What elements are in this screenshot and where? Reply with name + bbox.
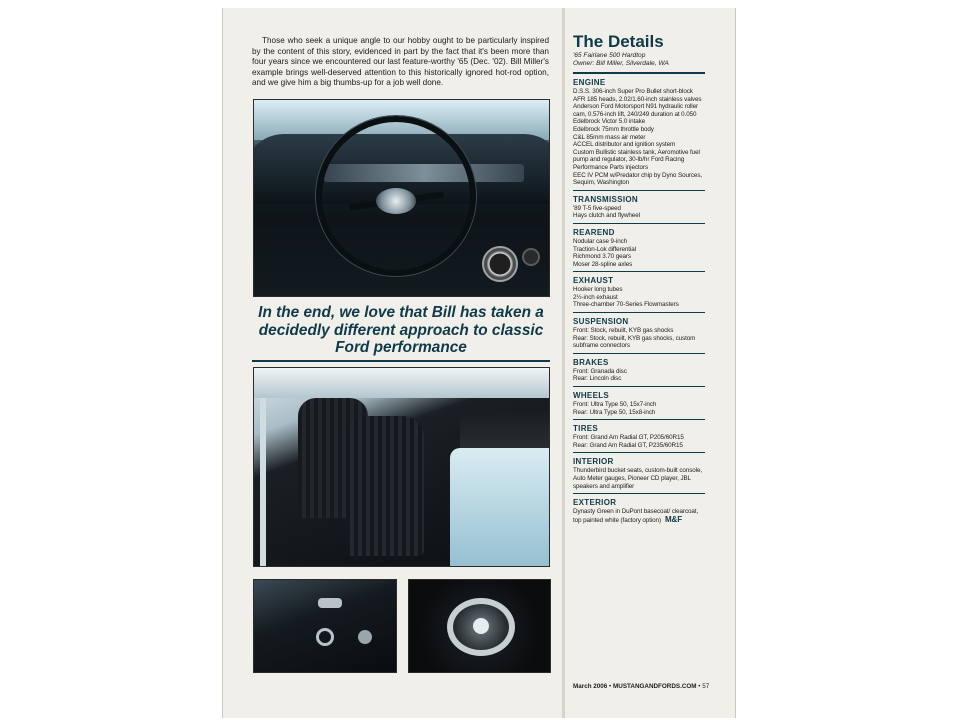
- spec-section-suspension: [573, 317, 705, 354]
- car-model: '65 Fairlane 500 Hardtop: [573, 52, 646, 59]
- spec-section-exterior: [573, 498, 705, 527]
- website: MUSTANGANDFORDS.COM: [613, 683, 697, 690]
- spec-line: Rear: Lincoln disc: [573, 375, 622, 383]
- issue-date: March 2006: [573, 683, 608, 690]
- spec-section-brakes: [573, 358, 705, 387]
- spec-line: Front: Ultra Type 50, 15x7-inch: [573, 401, 657, 409]
- spec-heading: WHEELS: [573, 391, 610, 401]
- spec-heading: EXTERIOR: [573, 498, 617, 508]
- spec-line: Custom Bullistic stainless tank, Aeromotive fuel pump and regulator, 30-lb/hr Ford Racing Performance Parts injectors: [573, 148, 700, 171]
- intro-paragraph: Those who seek a unique angle to our hobby ought to be particularly inspired by the content of this story, evidenced in part by the fact that it's been more than four years since we encountered our last feature-worthy '65 (Dec. '02). Bill Miller's example brings well-deserved attention to this historically ignored hot-rod option, and we give him a big thumbs-up for a job well done.: [252, 36, 549, 88]
- spec-line: Rear: Ultra Type 50, 15x8-inch: [573, 408, 656, 416]
- spec-section-tires: [573, 424, 705, 453]
- spec-line: Three-chamber 70-Series Flowmasters: [573, 301, 679, 309]
- spec-body: [573, 205, 705, 220]
- spec-body: [573, 467, 705, 490]
- spec-heading: INTERIOR: [573, 457, 614, 467]
- spec-heading: ENGINE: [573, 78, 606, 87]
- car-owner: Owner: Bill Miller, Silverdale, WA: [573, 60, 669, 67]
- details-sidebar: [573, 32, 705, 531]
- spec-body: [573, 368, 705, 383]
- spec-section-engine: [573, 78, 705, 191]
- spec-heading: TIRES: [573, 424, 599, 434]
- spec-section-exhaust: [573, 276, 705, 313]
- spec-line: Front: Granada disc: [573, 367, 627, 375]
- spec-heading: SUSPENSION: [573, 317, 629, 327]
- spec-line: C&L 85mm mass air meter: [573, 133, 646, 141]
- spec-sections: [573, 78, 705, 527]
- spec-body: [573, 286, 705, 309]
- spec-line: Edelbrock 75mm throttle body: [573, 125, 654, 133]
- spec-body: [573, 88, 705, 187]
- spec-line: Hooker long tubes: [573, 286, 623, 294]
- dashboard-photo: [253, 99, 550, 297]
- spec-section-transmission: [573, 195, 705, 224]
- spec-line: 2½-inch exhaust: [573, 293, 618, 301]
- spec-heading: EXHAUST: [573, 276, 614, 286]
- title-divider: [573, 72, 705, 74]
- details-title: The Details: [573, 32, 664, 51]
- spec-body: [573, 238, 705, 268]
- spec-line: ACCEL distributor and ignition system: [573, 141, 676, 149]
- spec-body: [573, 508, 705, 524]
- spec-section-interior: [573, 457, 705, 494]
- spec-heading: TRANSMISSION: [573, 194, 638, 204]
- door-panel-photo: [253, 579, 397, 673]
- spec-body: [573, 327, 705, 350]
- column-divider: [562, 8, 565, 718]
- spec-line: Dynasty Green in DuPont basecoat/ clearcoat, top painted white (factory option) M&F: [573, 508, 699, 524]
- spec-heading: BRAKES: [573, 357, 609, 367]
- spec-line: Thunderbird bucket seats, custom-built console, Auto Meter gauges, Pioneer CD player, JBL speakers and amplifier: [573, 467, 703, 490]
- spec-section-rearend: [573, 228, 705, 272]
- pull-quote: In the end, we love that Bill has taken a decidedly different approach to classic Ford performance: [252, 304, 550, 362]
- spec-section-wheels: [573, 391, 705, 420]
- spec-line: D.S.S. 306-inch Super Pro Bullet short-block: [573, 88, 693, 95]
- steering-hub-photo: [408, 579, 551, 673]
- spec-line: Rear: Stock, rebuilt, KYB gas shocks, custom subframe connectors: [573, 334, 696, 350]
- spec-line: Front: Stock, rebuilt, KYB gas shocks: [573, 327, 674, 335]
- spec-line: Moser 28-spline axles: [573, 260, 633, 268]
- spec-heading: REAREND: [573, 227, 615, 237]
- interior-photo: [253, 367, 550, 567]
- spec-line: '89 T-5 five-speed: [573, 204, 621, 212]
- page-footer: March 2006 • MUSTANGANDFORDS.COM • 57: [573, 683, 710, 690]
- spec-line: Nodular case 9-inch: [573, 237, 628, 245]
- spec-body: [573, 434, 705, 449]
- spec-line: Front: Grand Am Radial GT, P205/60R15: [573, 434, 684, 442]
- spec-line: Traction-Lok differential: [573, 245, 636, 253]
- spec-body: [573, 401, 705, 416]
- spec-line: Hays clutch and flywheel: [573, 212, 640, 220]
- spec-line: EEC IV PCM w/Predator chip by Dyno Sources, Sequim, Washington: [573, 171, 703, 187]
- spec-line: Anderson Ford Motorsport N91 hydraulic roller cam, 0.576-inch lift, 240/249 duration at 0.050: [573, 103, 698, 118]
- spec-line: Rear: Grand Am Radial GT, P235/60R15: [573, 441, 683, 449]
- page-number: 57: [702, 683, 710, 690]
- spec-line: Richmond 3.70 gears: [573, 253, 631, 261]
- signoff-logo: M&F: [664, 514, 682, 524]
- spec-line: AFR 185 heads, 2.02/1.60-inch stainless valves: [573, 95, 702, 103]
- spec-line: Edelbrock Victor 5.0 intake: [573, 118, 646, 126]
